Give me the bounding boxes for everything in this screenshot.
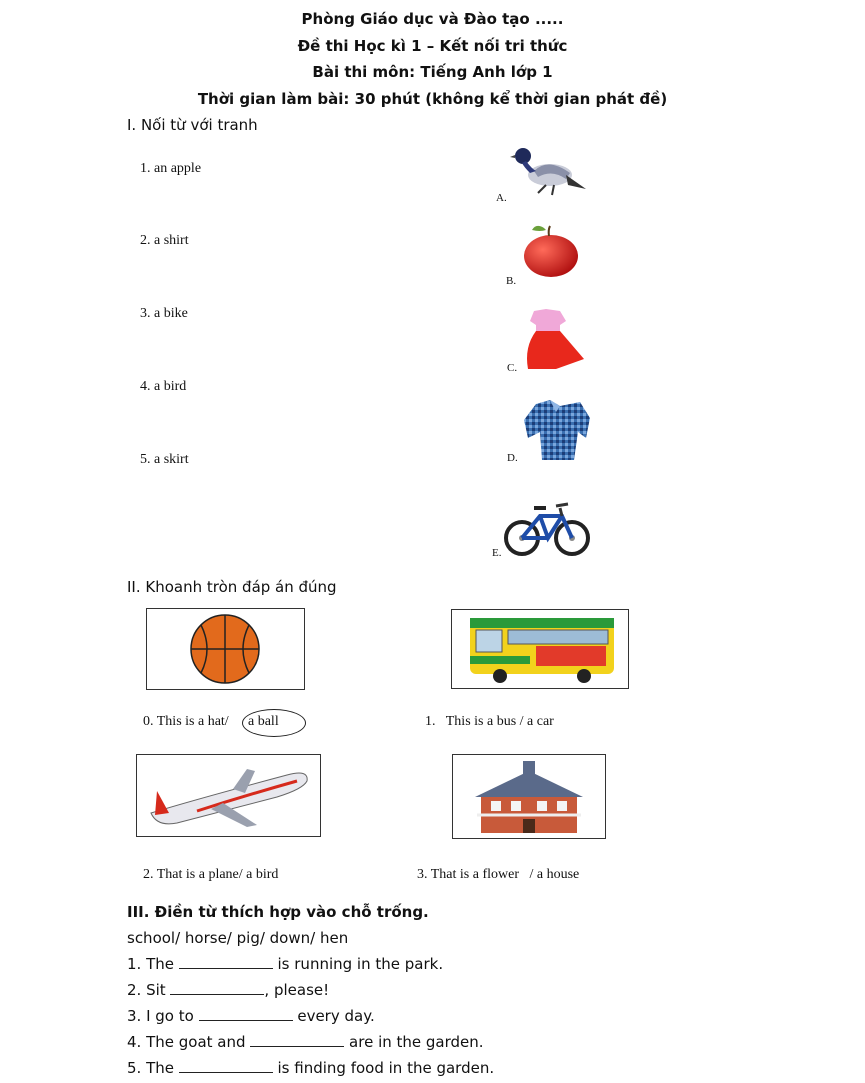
skirt-icon (516, 307, 586, 371)
house-icon (453, 755, 605, 838)
picture-label: C. (507, 362, 518, 374)
sentence-end: is running in the park. (272, 955, 444, 973)
word-bank: school/ horse/ pig/ down/ hen (127, 929, 349, 947)
picture-box (146, 608, 305, 690)
fill-sentence (127, 981, 329, 999)
question-0: 0. This is a hat/ (143, 714, 229, 729)
word-item: 3. a bike (140, 306, 188, 321)
bird-icon (508, 143, 588, 199)
circled-answer: a ball (248, 714, 279, 729)
question-1: 1. This is a bus / a car (425, 714, 554, 729)
time-limit: Thời gian làm bài: 30 phút (không kể thời gian phát đề) (197, 90, 668, 108)
sentence-start: 2. Sit (127, 981, 171, 999)
word-item: 4. a bird (140, 379, 187, 394)
sentence-end: is finding food in the garden. (272, 1059, 495, 1077)
answer-blank[interactable] (170, 982, 264, 995)
question-2: 2. That is a plane/ a bird (143, 867, 279, 882)
sentence-end: every day. (292, 1007, 375, 1025)
sentence-start: 4. The goat and (127, 1033, 251, 1051)
section3-title: III. Điền từ thích hợp vào chỗ trống. (127, 903, 429, 921)
answer-blank[interactable] (250, 1034, 344, 1047)
sentence-end: are in the garden. (344, 1033, 484, 1051)
fill-sentence (127, 1059, 494, 1077)
bike-icon (500, 496, 592, 558)
word-item: 2. a shirt (140, 233, 189, 248)
shirt-icon (520, 398, 592, 462)
basketball-icon (147, 609, 304, 689)
sentence-start: 1. The (127, 955, 179, 973)
picture-box (136, 754, 321, 837)
section2-title: II. Khoanh tròn đáp án đúng (127, 578, 337, 596)
apple-icon (520, 222, 582, 280)
word-item: 5. a skirt (140, 452, 189, 467)
answer-blank[interactable] (179, 1060, 273, 1073)
answer-blank[interactable] (199, 1008, 293, 1021)
picture-box (451, 609, 629, 689)
fill-sentence (127, 1007, 375, 1025)
answer-blank[interactable] (179, 956, 273, 969)
fill-sentence (127, 1033, 484, 1051)
fill-sentence (127, 955, 443, 973)
picture-label: D. (507, 452, 518, 464)
question-3: 3. That is a flower / a house (417, 867, 580, 882)
bus-icon (452, 610, 628, 688)
sentence-start: 5. The (127, 1059, 179, 1077)
word-item: 1. an apple (140, 161, 202, 176)
sentence-start: 3. I go to (127, 1007, 199, 1025)
subject-title: Bài thi môn: Tiếng Anh lớp 1 (312, 63, 553, 81)
picture-label: E. (492, 547, 502, 559)
sentence-end: , please! (264, 981, 330, 999)
picture-label: A. (496, 192, 507, 204)
picture-label: B. (506, 275, 517, 287)
airplane-icon (137, 755, 320, 836)
school-header: Phòng Giáo dục và Đào tạo ..... (301, 10, 564, 28)
picture-box (452, 754, 606, 839)
section1-title: I. Nối từ với tranh (127, 116, 258, 134)
exam-title: Đề thi Học kì 1 – Kết nối tri thức (297, 37, 568, 55)
